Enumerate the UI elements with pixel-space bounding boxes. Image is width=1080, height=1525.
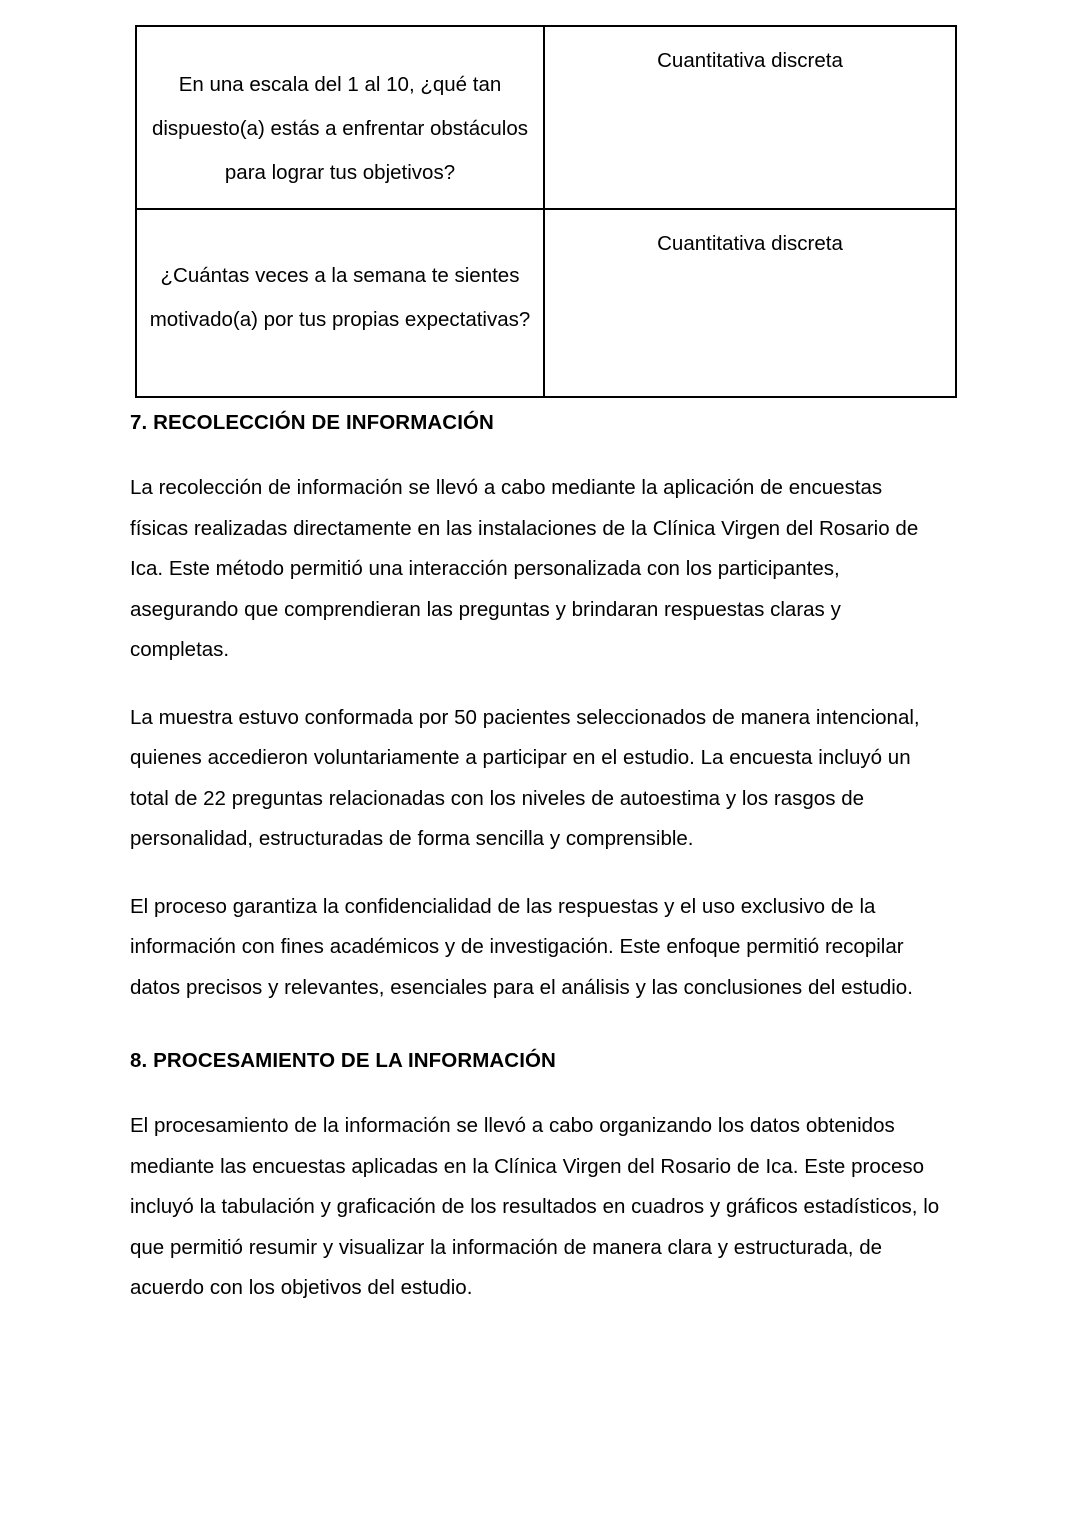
variable-type-text: Cuantitativa discreta — [657, 49, 843, 72]
table-row — [136, 26, 956, 209]
table-cell-type — [544, 209, 956, 397]
paragraph: La recolección de información se llevó a cabo mediante la aplicación de encuestas físicas realizadas directamente en las instalaciones de la Clínica Virgen del Rosario de Ica. Este método permitió una interacción personalizada con los participantes, asegurando que comprendieran las preguntas y brindaran respuestas claras y completas. — [130, 476, 919, 661]
variables-table — [135, 25, 957, 398]
variable-type-text: Cuantitativa discreta — [657, 232, 843, 255]
section-heading-8: 8. PROCESAMIENTO DE LA INFORMACIÓN — [130, 1049, 556, 1072]
document-body — [130, 408, 942, 1309]
table-row — [136, 209, 956, 397]
section-heading-7: 7. RECOLECCIÓN DE INFORMACIÓN — [130, 411, 494, 434]
question-text: En una escala del 1 al 10, ¿qué tan dispuesto(a) estás a enfrentar obstáculos para lograr tus objetivos? — [151, 73, 529, 184]
paragraph: El proceso garantiza la confidencialidad de las respuestas y el uso exclusivo de la información con fines académicos y de investigación. Este enfoque permitió recopilar datos precisos y relevantes, esenciales para el análisis y las conclusiones del estudio. — [130, 894, 913, 999]
table-cell-type — [544, 26, 956, 209]
table-cell-question — [136, 209, 544, 397]
paragraph: El procesamiento de la información se llevó a cabo organizando los datos obtenidos mediante las encuestas aplicadas en la Clínica Virgen del Rosario de Ica. Este proceso incluyó la tabulación y graficación de los resultados en cuadros y gráficos estadísticos, lo que permitió resumir y visualizar la información de manera clara y estructurada, de acuerdo con los objetivos del estudio. — [130, 1114, 940, 1299]
paragraph: La muestra estuvo conformada por 50 pacientes seleccionados de manera intencional, quienes accedieron voluntariamente a participar en el estudio. La encuesta incluyó un total de 22 preguntas relacionadas con los niveles de autoestima y los rasgos de personalidad, estructuradas de forma sencilla y comprensible. — [130, 705, 920, 850]
question-text: ¿Cuántas veces a la semana te sientes motivado(a) por tus propias expectativas? — [149, 264, 531, 331]
table-cell-question — [136, 26, 544, 209]
